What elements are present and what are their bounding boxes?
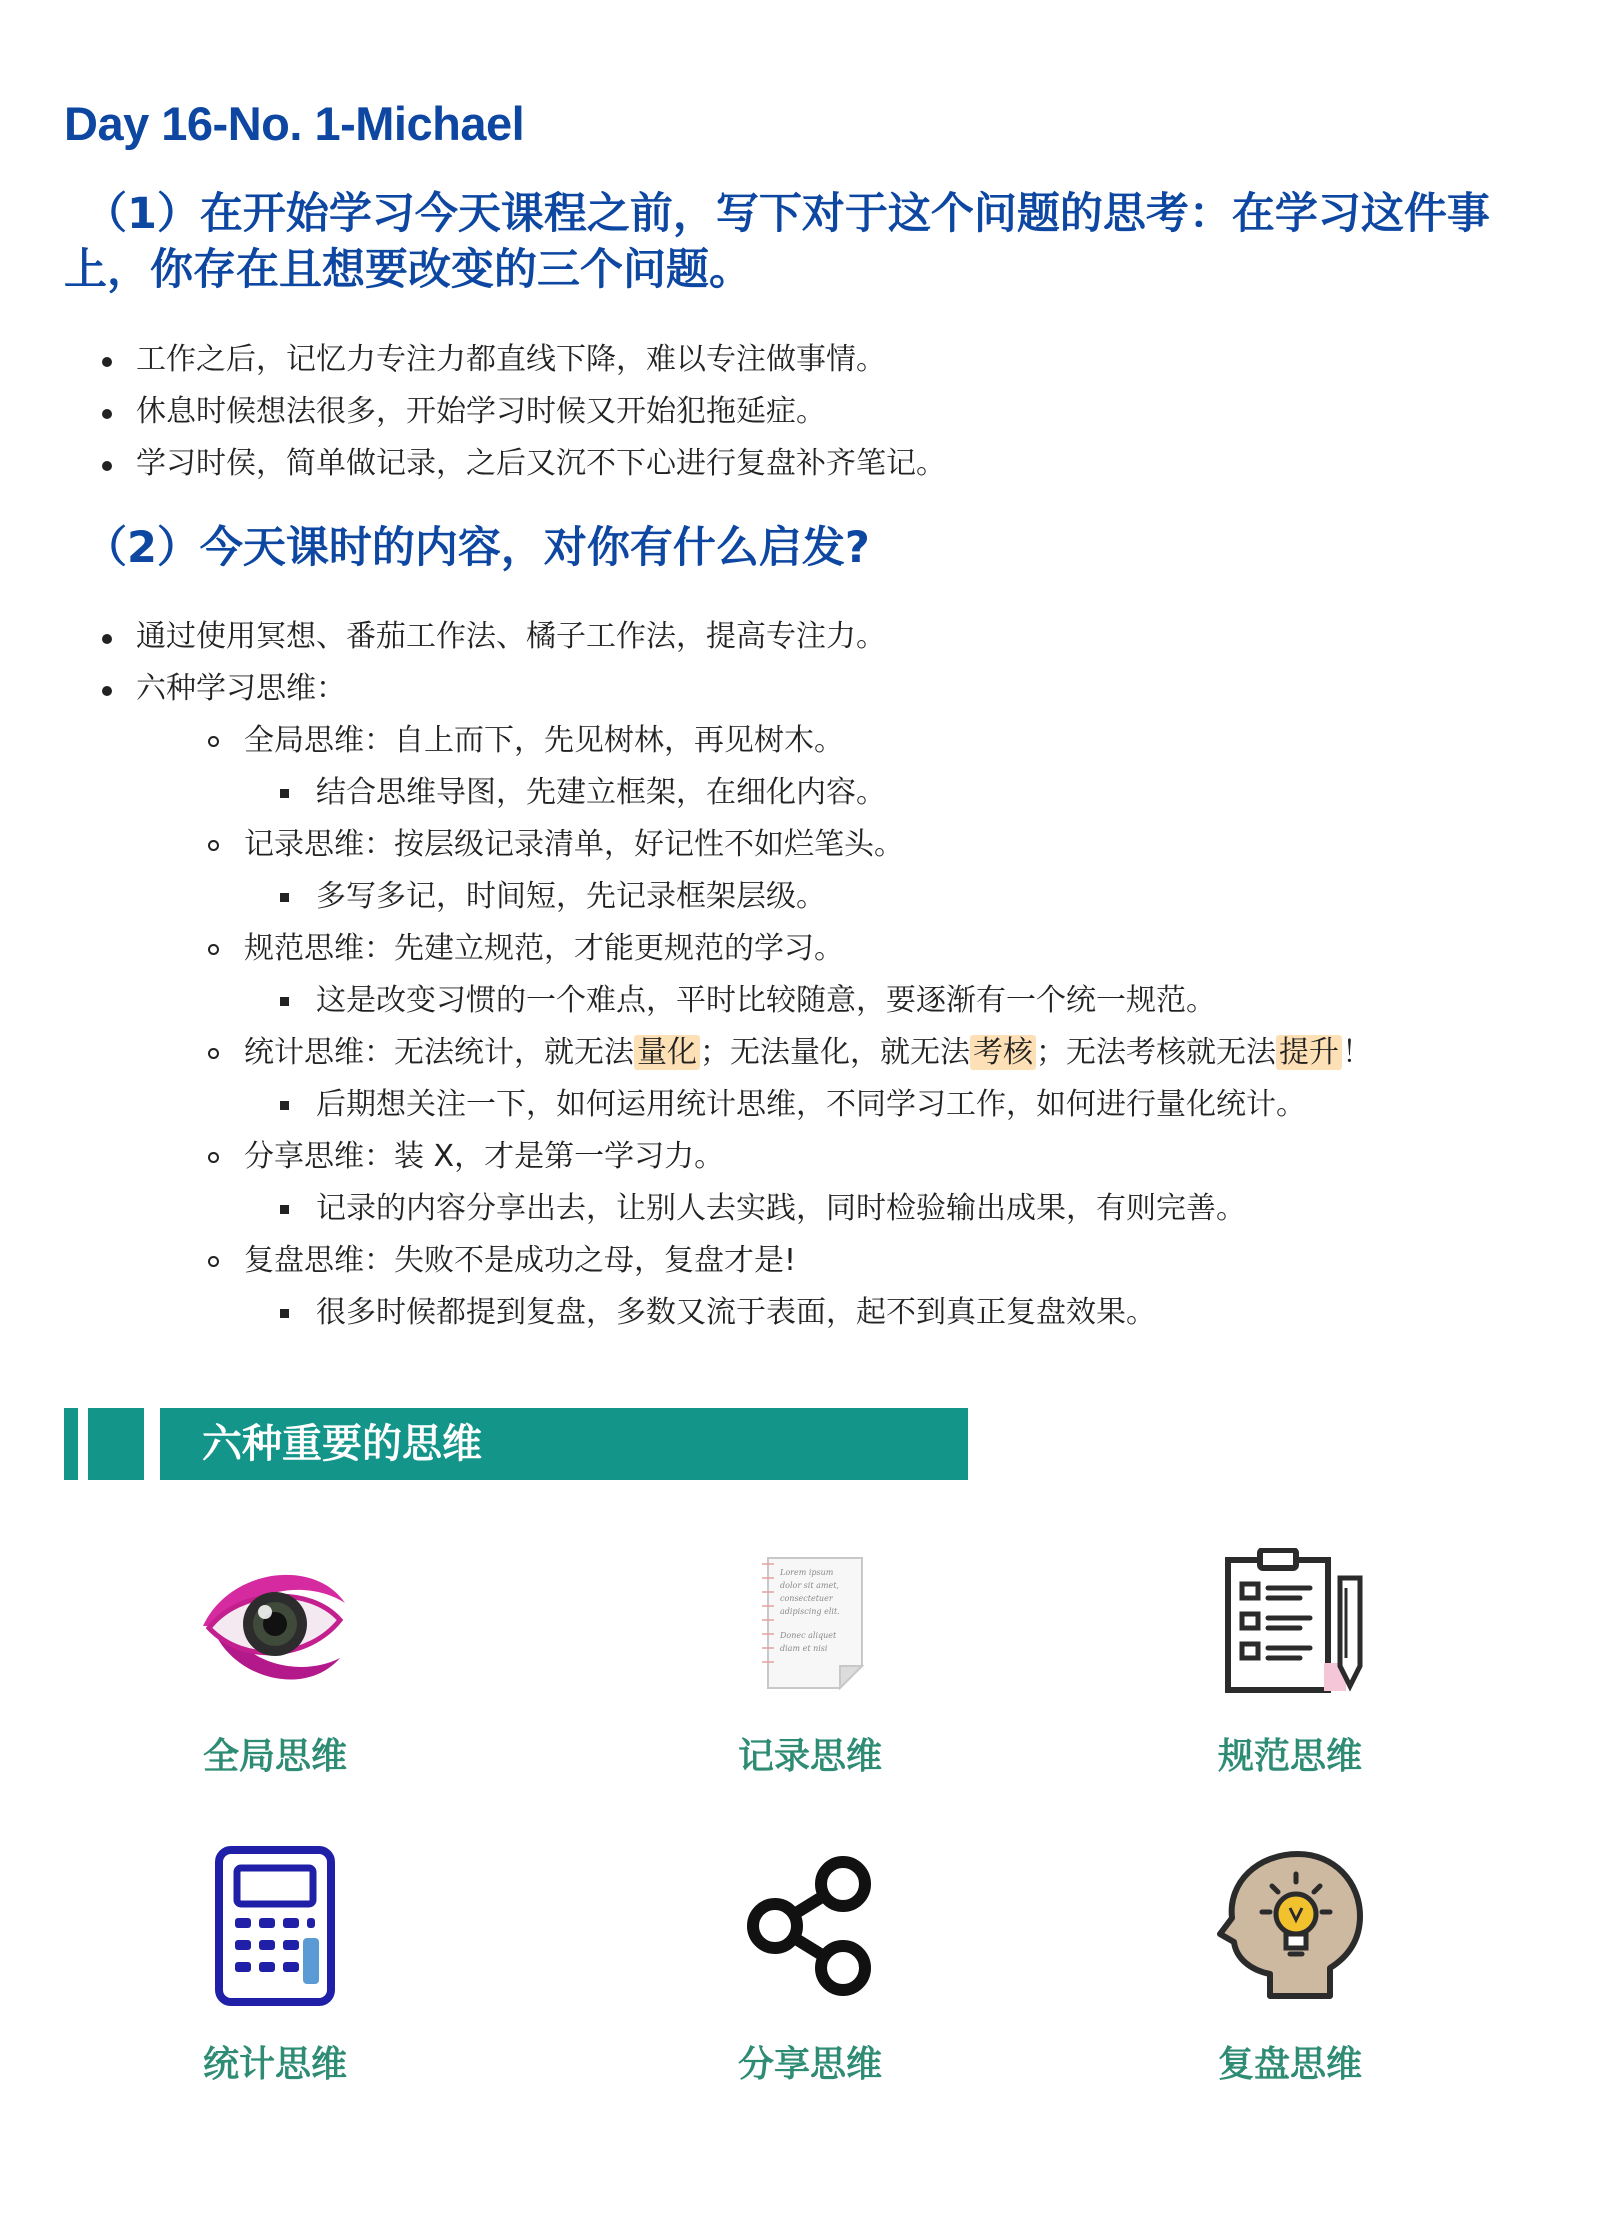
thinking-item-text: 复盘思维：失败不是成功之母，复盘才是! (244, 1243, 797, 1278)
notepad-line: Lorem ipsum (780, 1568, 834, 1577)
thinking-note: 后期想关注一下，如何运用统计思维，不同学习工作，如何进行量化统计。 (244, 1079, 1520, 1131)
text-segment: ；无法考核就无法 (1036, 1035, 1276, 1070)
highlight-improve: 提升 (1276, 1035, 1342, 1070)
banner-stripe (88, 1408, 144, 1480)
list-item: 工作之后，记忆力专注力都直线下降，难以专注做事情。 (100, 334, 1520, 386)
thinking-card-review (1140, 1846, 1440, 2087)
list-item: 通过使用冥想、番茄工作法、橘子工作法，提高专注力。 (100, 611, 1520, 663)
highlight-assess: 考核 (970, 1035, 1036, 1070)
banner-title: 六种重要的思维 (202, 1421, 482, 1467)
thinking-card-global (125, 1548, 425, 1779)
clipboard-checklist-icon (1210, 1548, 1370, 1698)
notepad-line: Donec aliquet (780, 1631, 837, 1640)
thinking-item-text: 全局思维：自上而下，先见树林，再见树木。 (244, 723, 844, 758)
thinking-item-global (136, 715, 1520, 819)
thinking-note: 这是改变习惯的一个难点，平时比较随意，要逐渐有一个统一规范。 (244, 975, 1520, 1027)
notepad-icon (740, 1548, 880, 1698)
notepad-line: consectetuer (780, 1594, 833, 1603)
question-2-heading: （2）今天课时的内容，对你有什么启发? (84, 523, 870, 573)
thinking-item-record (136, 819, 1520, 923)
banner-stripe (64, 1408, 78, 1480)
eye-icon (195, 1548, 355, 1698)
list-item-label: 六种学习思维： (136, 671, 346, 706)
head-lightbulb-icon (1210, 1846, 1370, 2006)
page-title: Day 16-No. 1-Michael (64, 97, 525, 150)
thinking-note: 很多时候都提到复盘，多数又流于表面，起不到真正复盘效果。 (244, 1287, 1520, 1339)
thinking-card-record (660, 1548, 960, 1779)
thinking-item-share (136, 1131, 1520, 1235)
list-item: 休息时候想法很多，开始学习时候又开始犯拖延症。 (100, 386, 1520, 438)
thinking-note: 记录的内容分享出去，让别人去实践，同时检验输出成果，有则完善。 (244, 1183, 1520, 1235)
thinking-card-share (660, 1846, 960, 2087)
thinking-label: 规范思维 (1217, 1736, 1362, 1777)
calculator-icon (205, 1846, 345, 2006)
thinking-item-text: 分享思维：装 X，才是第一学习力。 (244, 1139, 725, 1174)
question-1-list (100, 334, 1520, 490)
thinking-label: 记录思维 (737, 1736, 882, 1777)
thinking-note: 多写多记，时间短，先记录框架层级。 (244, 871, 1520, 923)
highlight-quantify: 量化 (634, 1035, 700, 1070)
thinking-item-review (136, 1235, 1520, 1339)
infographic-banner (64, 1408, 968, 1480)
notepad-line: adipiscing elit. (780, 1607, 840, 1616)
thinking-label: 统计思维 (202, 2044, 347, 2085)
text-segment: 统计思维：无法统计，就无法 (244, 1035, 634, 1070)
text-segment: ！ (1342, 1035, 1372, 1070)
thinking-item-text: 记录思维：按层级记录清单，好记性不如烂笔头。 (244, 827, 904, 862)
text-segment: ；无法量化，就无法 (700, 1035, 970, 1070)
share-icon (735, 1846, 885, 2006)
thinking-card-standard (1140, 1548, 1440, 1779)
thinking-note: 结合思维导图，先建立框架，在细化内容。 (244, 767, 1520, 819)
list-item: 学习时侯，简单做记录，之后又沉不下心进行复盘补齐笔记。 (100, 438, 1520, 490)
question-2-list (100, 611, 1520, 1339)
thinking-item-text: 规范思维：先建立规范，才能更规范的学习。 (244, 931, 844, 966)
list-item-thinking-modes (100, 663, 1520, 1339)
notepad-line: diam et nisi (780, 1644, 828, 1653)
thinking-item-standard (136, 923, 1520, 1027)
thinking-label: 分享思维 (737, 2044, 882, 2085)
question-1-heading: （1）在开始学习今天课程之前，写下对于这个问题的思考：在学习这件事上，你存在且想要改变的三个问题。 (64, 189, 1490, 295)
thinking-label: 全局思维 (202, 1736, 347, 1777)
thinking-item-text (244, 1035, 1372, 1070)
notepad-line: dolor sit amet, (780, 1581, 839, 1590)
thinking-label: 复盘思维 (1217, 2044, 1362, 2085)
thinking-card-statistics (125, 1846, 425, 2087)
thinking-item-statistics (136, 1027, 1520, 1131)
